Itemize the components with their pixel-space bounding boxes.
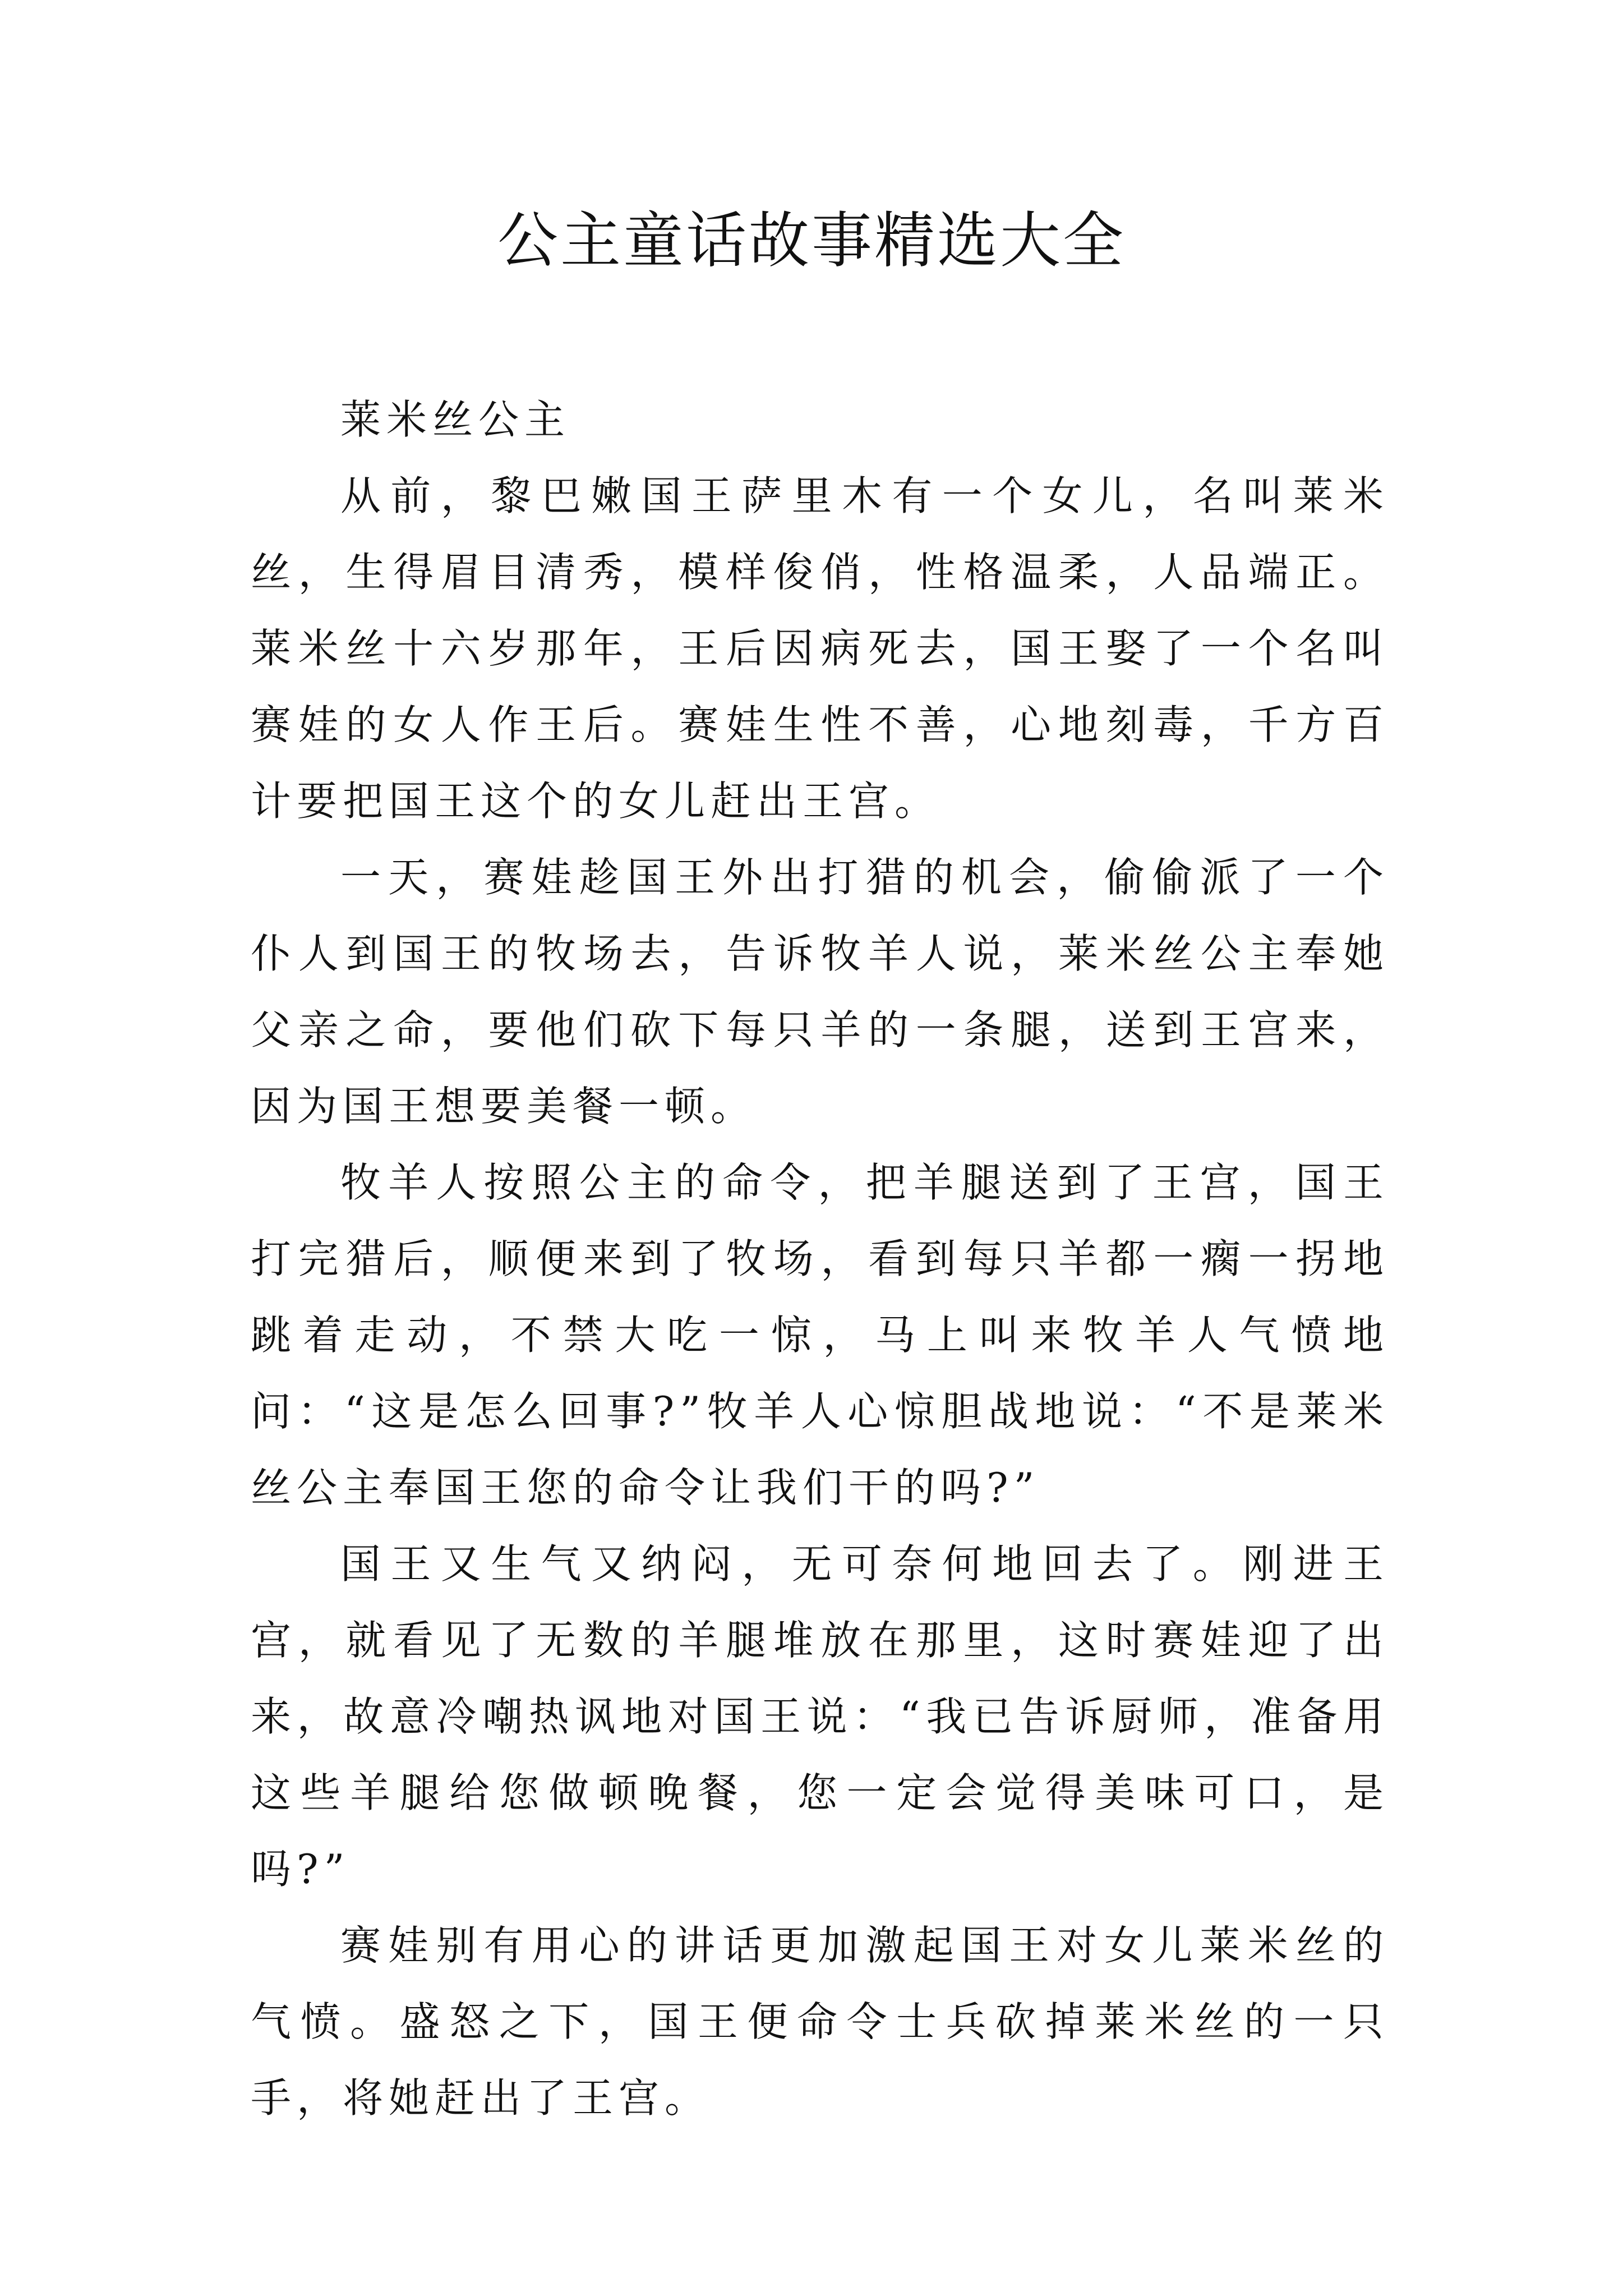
paragraph: 从前，黎巴嫩国王萨里木有一个女儿，名叫莱米丝，生得眉目清秀，模样俊俏，性格温柔，人品端正。莱米丝十六岁那年，王后因病死去，国王娶了一个名叫赛娃的女人作王后。赛娃生性不善，心地刻毒，千方百计要把国王这个的女儿赶出王宫。 <box>251 472 1389 825</box>
paragraph: 一天，赛娃趁国王外出打猎的机会，偷偷派了一个仆人到国王的牧场去，告诉牧羊人说，莱米丝公主奉她父亲之命，要他们砍下每只羊的一条腿，送到王宫来，因为国王想要美餐一顿。 <box>251 854 1389 1130</box>
story-subtitle: 莱米丝公主 <box>340 396 571 443</box>
paragraph: 赛娃别有用心的讲话更加激起国王对女儿莱米丝的气愤。盛怒之下，国王便命令士兵砍掉莱米丝的一只手，将她赶出了王宫。 <box>251 1922 1389 2122</box>
paragraph: 国王又生气又纳闷，无可奈何地回去了。刚进王宫，就看见了无数的羊腿堆放在那里，这时赛娃迎了出来，故意冷嘲热讽地对国王说：“我已告诉厨师，准备用这些羊腿给您做顿晚餐，您一定会觉得美味可口，是吗?” <box>251 1540 1389 1893</box>
paragraph: 牧羊人按照公主的命令，把羊腿送到了王宫，国王打完猎后，顺便来到了牧场，看到每只羊都一瘸一拐地跳着走动，不禁大吃一惊，马上叫来牧羊人气愤地问：“这是怎么回事?”牧羊人心惊胆战地说：“不是莱米丝公主奉国王您的命令让我们干的吗?” <box>251 1159 1389 1511</box>
document-title: 公主童话故事精选大全 <box>497 206 1126 276</box>
document-body <box>251 381 1389 2136</box>
